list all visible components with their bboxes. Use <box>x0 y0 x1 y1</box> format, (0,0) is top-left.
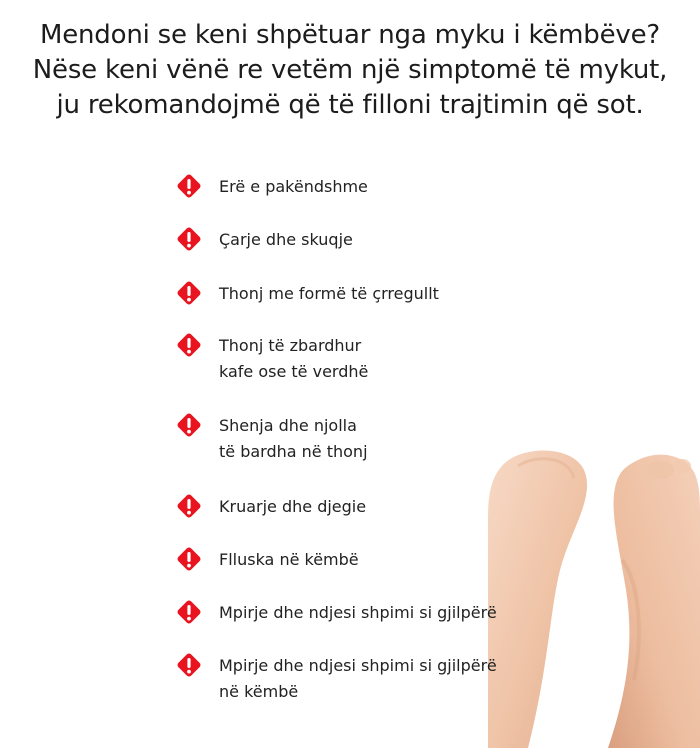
symptom-text <box>219 653 497 705</box>
symptom-line: kafe ose të verdhë <box>219 362 369 381</box>
warning-diamond-icon <box>175 492 203 520</box>
symptom-text <box>219 281 439 307</box>
list-item <box>175 413 368 465</box>
symptom-line: Çarje dhe skuqje <box>219 230 353 249</box>
list-item <box>175 174 368 200</box>
list-item <box>175 600 497 626</box>
symptom-text <box>219 227 353 253</box>
warning-diamond-icon <box>175 411 203 439</box>
warning-diamond-icon <box>175 598 203 626</box>
warning-diamond-icon <box>175 545 203 573</box>
symptom-text <box>219 174 368 200</box>
headline-line-2: Nëse keni vënë re vetëm një simptomë të mykut, <box>32 55 668 85</box>
warning-diamond-icon <box>175 225 203 253</box>
symptom-line: Mpirje dhe ndjesi shpimi si gjilpërë <box>219 656 497 675</box>
symptom-text <box>219 547 359 573</box>
list-item <box>175 227 353 253</box>
warning-diamond-icon <box>175 172 203 200</box>
symptom-line: Shenja dhe njolla <box>219 416 357 435</box>
symptom-line: Thonj me formë të çrregullt <box>219 284 439 303</box>
symptom-line: në këmbë <box>219 682 299 701</box>
list-item <box>175 547 359 573</box>
symptom-text <box>219 494 366 520</box>
symptom-line: të bardha në thonj <box>219 442 368 461</box>
list-item <box>175 653 497 705</box>
symptom-line: Flluska në këmbë <box>219 550 359 569</box>
list-item <box>175 494 366 520</box>
symptom-line: Erë e pakëndshme <box>219 177 368 196</box>
warning-diamond-icon <box>175 279 203 307</box>
headline-line-3: ju rekomandojmë që të filloni trajtimin që sot. <box>56 90 644 120</box>
warning-diamond-icon <box>175 331 203 359</box>
symptom-text <box>219 413 368 465</box>
list-item <box>175 333 368 385</box>
symptom-text <box>219 333 368 385</box>
symptom-line: Kruarje dhe djegie <box>219 497 367 516</box>
symptom-line: Mpirje dhe ndjesi shpimi si gjilpërë <box>219 603 497 622</box>
symptom-text <box>219 600 497 626</box>
list-item <box>175 281 439 307</box>
headline-line-1: Mendoni se keni shpëtuar nga myku i këmbëve? <box>40 20 660 50</box>
warning-diamond-icon <box>175 651 203 679</box>
symptom-line: Thonj të zbardhur <box>219 336 362 355</box>
